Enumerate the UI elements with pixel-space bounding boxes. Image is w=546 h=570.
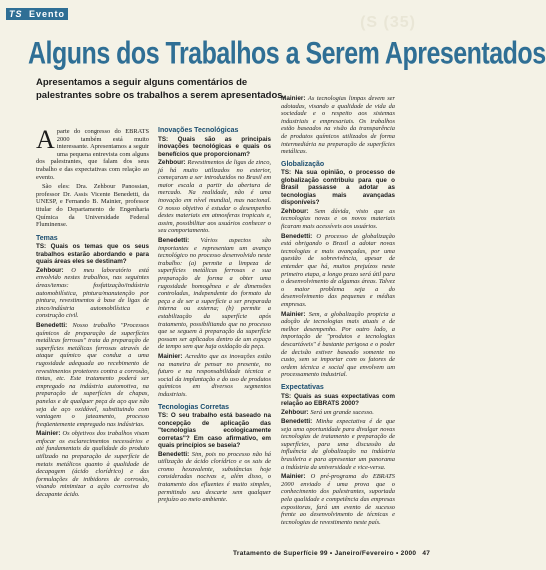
speaker-name: Mainier:	[281, 310, 306, 318]
column-1	[36, 125, 149, 501]
answer-text: O processo de globalização está obrigando o Brasil a adotar novas tecnologias e mais avançadas, por uma questão de sobrevivência, apesar de entender que há, muitos prejuízos neste primeiro etapa, a longo prazo será útil para o desenvolvimento de algumas áreas. Talvez o maior problema seja a do desenvolvimento das pequenas e médias empresas.	[281, 232, 395, 308]
publication-info: Tratamento de Superfície 99 • Janeiro/Fevereiro • 2000	[233, 550, 417, 557]
answer	[158, 353, 271, 399]
speaker-name: Mainier:	[158, 352, 183, 360]
speaker-name: Mainier:	[36, 430, 61, 438]
answer	[36, 322, 149, 428]
answer	[281, 473, 395, 526]
page-subtitle: Apresentamos a seguir alguns comentários de palestrantes sobre os trabalhos a serem apresentados.	[36, 77, 286, 101]
answer-text: Será um grande sucesso.	[310, 408, 374, 416]
intro-text: parte do congresso do EBRATS 2000 também está muito interessante. Apresentamos a seguir uma pequena entrevista com alguns dos palestrantes, que falam dos seus trabalho e das expectativas com relação ao evento.	[36, 128, 149, 181]
answer	[281, 95, 395, 156]
answer-text: Sim, pois no processo não há utilização de ácido clorídrico e os sais de cromo hexavalente, substâncias hoje consideradas nocivas e, além disso, o tratamento dos efluentes é muito simples, permitindo seu descarte sem qualquer prejuízo ao meio ambiente.	[158, 450, 271, 504]
page-footer	[233, 550, 430, 557]
answer	[36, 430, 149, 498]
section-tag	[6, 8, 68, 20]
answer	[158, 451, 271, 504]
answer-text: Sem dúvida, visto que as tecnologias novas e os novos materiais ficaram mais acessíveis aos usuários.	[281, 207, 395, 231]
section-heading-inovacoes: Inovações Tecnológicas	[158, 127, 239, 134]
section-heading-expectativas: Expectativas	[281, 383, 324, 391]
speaker-name: Benedetti:	[281, 418, 313, 426]
answer	[281, 208, 395, 231]
answer	[158, 159, 271, 235]
answer	[281, 418, 395, 471]
speaker-name: Zehbour:	[281, 207, 309, 215]
section-tag-label: Evento	[29, 9, 66, 19]
question: TS: Na sua opinião, o processo de globalização contribuiu para que o Brasil passasse a adotar as tecnologias mais avançadas disponíveis?	[281, 169, 395, 207]
speaker-name: Zehbour:	[158, 159, 186, 167]
answer-text: Acredito que as inovações estão na maneira de pensar no presente, no futuro e na responsabilidade técnica e social da implantação e do uso de produtos químicos em diversos segmentos industriais.	[158, 352, 271, 398]
question: TS: Quais as suas expectativas com relação ao EBRATS 2000?	[281, 392, 395, 407]
speaker-name: Mainier:	[281, 473, 306, 481]
answer-text: O pré-programa do EBRATS 2000 enviado é uma prova que o conhecimento dos palestrantes, suportada pela qualidade e competência das empresas expositoras, fará um evento de sucesso frente ao desenvolvimento de técnicas e tecnologias de revestimento neste país.	[281, 473, 395, 526]
answer-text: Revestimentos de ligas de zinco, já há muito utilizados no exterior, começaram a ser introduzidos no Brasil em maior escala a partir da abertura de mercado. Na realidade, não é uma inovação em nível mundial, mas nacional. O nosso objetivo é estudar o desempenho destes materiais em atmosferas tropicais e, assim, possibilitar aos usuários conhecer o seu comportamento.	[158, 159, 271, 235]
speaker-name: Zehbour:	[36, 266, 64, 274]
answer	[281, 311, 395, 379]
question: TS: Quais os temas que os seus trabalhos estarão abordando e para quais áreas eles se destinam?	[36, 243, 149, 266]
question: TS: Quais são as principais inovações tecnológicas e quais os benefícios que proporcionam?	[158, 135, 271, 158]
speaker-name: Benedetti:	[36, 321, 68, 329]
speaker-name: Benedetti:	[158, 237, 190, 245]
dropcap: A	[36, 125, 55, 154]
answer-text: O meu laboratório está envolvido nestes trabalhos, nas seguintes áreas/temas: fosfatização/indústria automobilística, pintura/manutenção por pintura, revestimentos à base de ligas de zinco/indústria automobilística e construção civil.	[36, 266, 149, 320]
answer	[281, 409, 395, 417]
speaker-name: Mainier:	[281, 95, 306, 102]
answer	[158, 237, 271, 351]
answer-text: As tecnologias limpas devem ser adotadas, visando a qualidade de vida da sociedade e o respeito aos sistemas industriais e empresariais. Os trabalhos estão baseados na visão da transparência de produtos químicos utilizados de forma intermediária na preparação de superfícies metálicas.	[281, 95, 396, 156]
section-heading-tecnologias: Tecnologias Corretas	[158, 403, 230, 411]
answer-text: Nosso trabalho "Processos químicos de preparação de superfícies metálicas ferrosas" trata da preparação de superfícies metálicas ferrosas através de ataque químico que conduz a uma rugosidade adequada ao recebimento de revestimentos protetores contra a corrosão, tintas, etc. Este tratamento poderá ser empregado na indústria automotiva, na preparação de superfícies de chapas, panelas e de qualquer peça de aço que não seja de aço oxidável, substituindo com vantagem o jateamento, processo freqüentemente empregado nas indústrias.	[36, 321, 149, 428]
answer-text: Vários aspectos são importantes e representam um avanço tecnológico no processo desenvolvido neste trabalho: (a) permite a limpeza de superfícies metálicas ferrosas e sua preparação de forma a obter uma rugosidade homogênea e de dimensões controladas, independente do formato da peça e de ser a superfície a ser preparada interna ou externa; (b) permite a estabilização da superfície após tratamento, possibilitando que no processo que se seguem à preparação da superfície possam ser aplicados dentro de um espaço de tempo sem que haja oxidação da peça.	[158, 237, 271, 351]
watermark: (S (35)	[360, 14, 416, 31]
column-2	[158, 122, 271, 506]
section-heading-temas: Temas	[36, 234, 58, 242]
answer-text: Minha expectativa é de que seja uma oportunidade para divulgar novas tecnologias de tratamento e preparação de superfícies, para uma discussão da influência da globalização na indústria brasileira e para apresentar um panorama a indústria da universidade e vice-versa.	[281, 418, 395, 471]
intro-block	[36, 125, 149, 229]
speaker-name: Benedetti:	[281, 232, 313, 240]
page-title: Alguns dos Trabalhos a Serem Apresentados	[28, 36, 546, 71]
answer	[36, 267, 149, 320]
speaker-name: Benedetti:	[158, 450, 190, 458]
intro-speakers: São eles: Dra. Zehbour Panossian, professor Dr. Assis Vicente Benedetti, da UNESP, e Fernando B. Mainier, professor titular do Departamento de Engenharia Química da Universidade Federal Fluminense.	[36, 183, 149, 229]
page-number: 47	[422, 550, 431, 557]
answer-text: Sem, a globalização propicia a adoção de tecnologias mais atuais e de melhor desempenho. Por outro lado, a importação de "produtos e tecnologias descartáveis" é bastante perigosa e o poder de decisão estiver baseado somente no custo, sem se importar com os fatores de ordem técnica e social que envolvem um processamento industrial.	[281, 310, 395, 379]
section-heading-globalizacao: Globalização	[281, 160, 325, 168]
speaker-name: Zehbour:	[281, 408, 309, 416]
section-tag-prefix: TS	[9, 9, 23, 19]
answer	[281, 233, 395, 309]
answer-text: Os objetivos dos trabalhos visam enfocar os esclarecimentos necessários e até fundamentais da qualidade do produto utilizado na preparação de superfície de metais metálicos quanto à qualidade de decapagem (ácido clorídrico) e das formulações de inibidores de corrosão, visando minimizar a ação corrosiva do decapante ácido.	[36, 430, 149, 499]
column-3	[281, 95, 395, 528]
question: TS: O seu trabalho está baseado na concepção de aplicação das "tecnologias ecologicamente corretas"? Em caso afirmativo, em quais princípios se baseia?	[158, 412, 271, 450]
